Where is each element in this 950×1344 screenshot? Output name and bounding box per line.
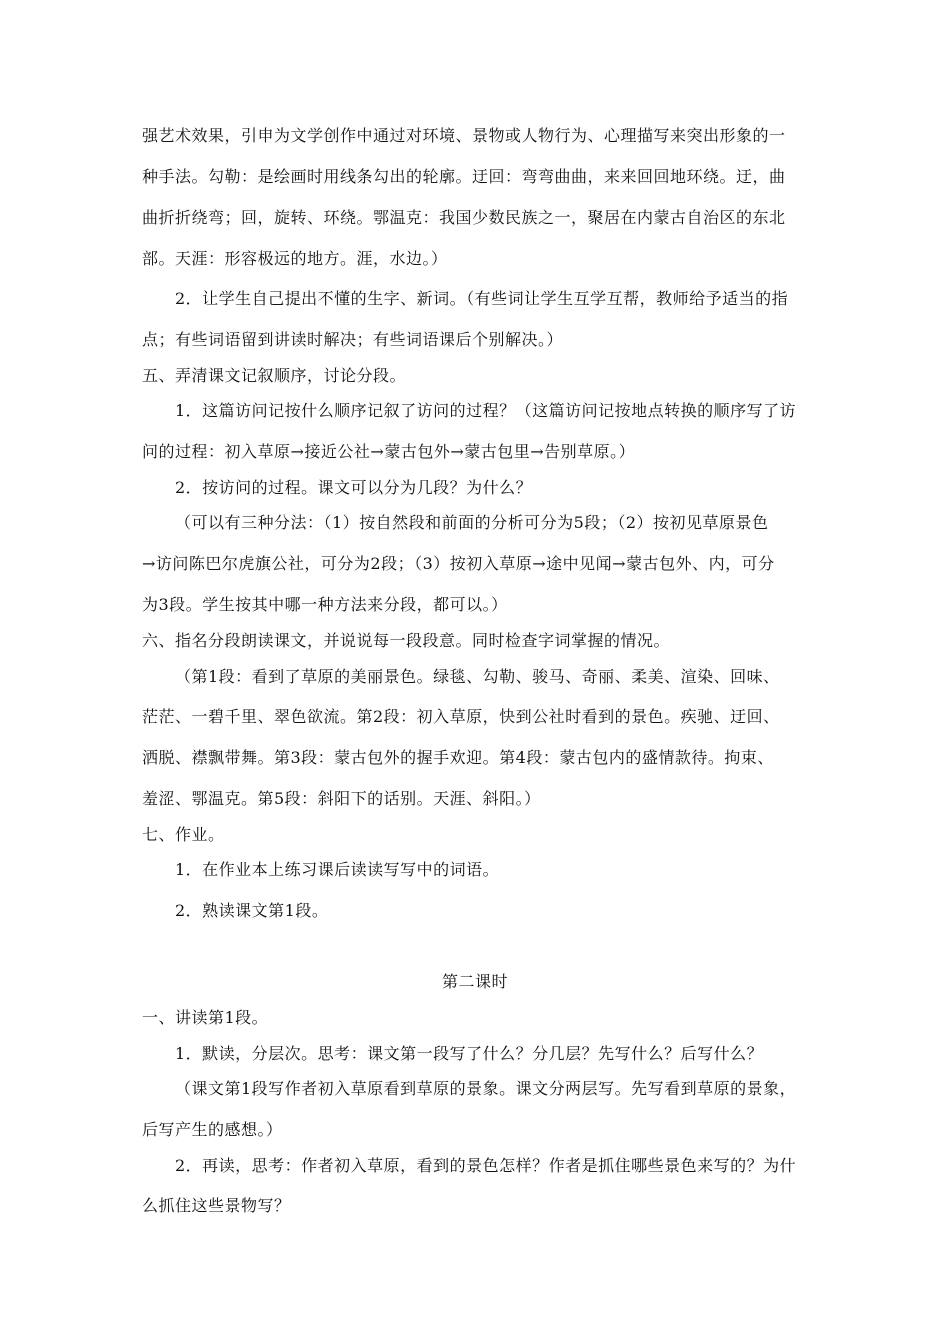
section-heading: 五、弄清课文记叙顺序，讨论分段。 bbox=[142, 366, 407, 385]
section-heading: 六、指名分段朗读课文，并说说每一段段意。同时检查字词掌握的情况。 bbox=[142, 631, 671, 650]
text-line: 强艺术效果，引申为文学创作中通过对环境、景物或人物行为、心理描写来突出形象的一 bbox=[142, 126, 786, 145]
text-line: 2．让学生自己提出不懂的生字、新词。（有些词让学生互学互帮，教师给予适当的指 bbox=[175, 289, 789, 308]
text-line: 2．按访问的过程。课文可以分为几段？为什么？ bbox=[175, 478, 533, 497]
lesson-title: 第二课时 bbox=[441, 972, 508, 991]
text-line: 1．默读，分层次。思考：课文第一段写了什么？分几层？先写什么？后写什么？ bbox=[175, 1044, 764, 1063]
text-line: （课文第1段写作者初入草原看到草原的景象。课文分两层写。先写看到草原的景象， bbox=[175, 1079, 797, 1098]
text-line: →访问陈巴尔虎旗公社，可分为2段；（3）按初入草原→途中见闻→蒙古包外、内，可分 bbox=[142, 554, 775, 573]
text-line: 曲折折绕弯；回，旋转、环绕。鄂温克：我国少数民族之一，聚居在内蒙古自治区的东北 bbox=[142, 208, 786, 227]
text-line: 1．在作业本上练习课后读读写写中的词语。 bbox=[175, 860, 500, 879]
text-line: 后写产生的感想。） bbox=[142, 1120, 283, 1139]
text-line: （可以有三种分法：（1）按自然段和前面的分析可分为5段；（2）按初见草原景色 bbox=[175, 513, 769, 532]
text-line: 羞涩、鄂温克。第5段：斜阳下的话别。天涯、斜阳。） bbox=[142, 789, 541, 808]
text-line: 点；有些词语留到讲读时解决；有些词语课后个别解决。） bbox=[142, 330, 564, 349]
text-line: 2．熟读课文第1段。 bbox=[175, 901, 329, 920]
section-heading: 一、讲读第1段。 bbox=[142, 1008, 269, 1027]
text-line: （第1段：看到了草原的美丽景色。绿毯、勾勒、骏马、奇丽、柔美、渲染、回味、 bbox=[175, 667, 780, 686]
text-line: 部。天涯：形容极远的地方。涯，水边。） bbox=[142, 249, 448, 268]
text-line: 为3段。学生按其中哪一种方法来分段，都可以。） bbox=[142, 595, 508, 614]
text-line: 1．这篇访问记按什么顺序记叙了访问的过程？（这篇访问记按地点转换的顺序写了访 bbox=[175, 401, 797, 420]
text-line: 问的过程：初入草原→接近公社→蒙古包外→蒙古包里→告别草原。） bbox=[142, 442, 636, 461]
text-line: 么抓住这些景物写？ bbox=[142, 1196, 291, 1215]
text-line: 茫茫、一碧千里、翠色欲流。第2段：初入草原，快到公社时看到的景色。疾驰、迂回、 bbox=[142, 707, 780, 726]
text-line: 洒脱、襟飘带舞。第3段：蒙古包外的握手欢迎。第4段：蒙古包内的盛情款待。拘束、 bbox=[142, 748, 774, 767]
text-line: 2．再读，思考：作者初入草原，看到的景色怎样？作者是抓住哪些景色来写的？为什 bbox=[175, 1156, 797, 1175]
text-line: 种手法。勾勒：是绘画时用线条勾出的轮廓。迂回：弯弯曲曲，来来回回地环绕。迂，曲 bbox=[142, 167, 786, 186]
section-heading: 七、作业。 bbox=[142, 825, 225, 844]
